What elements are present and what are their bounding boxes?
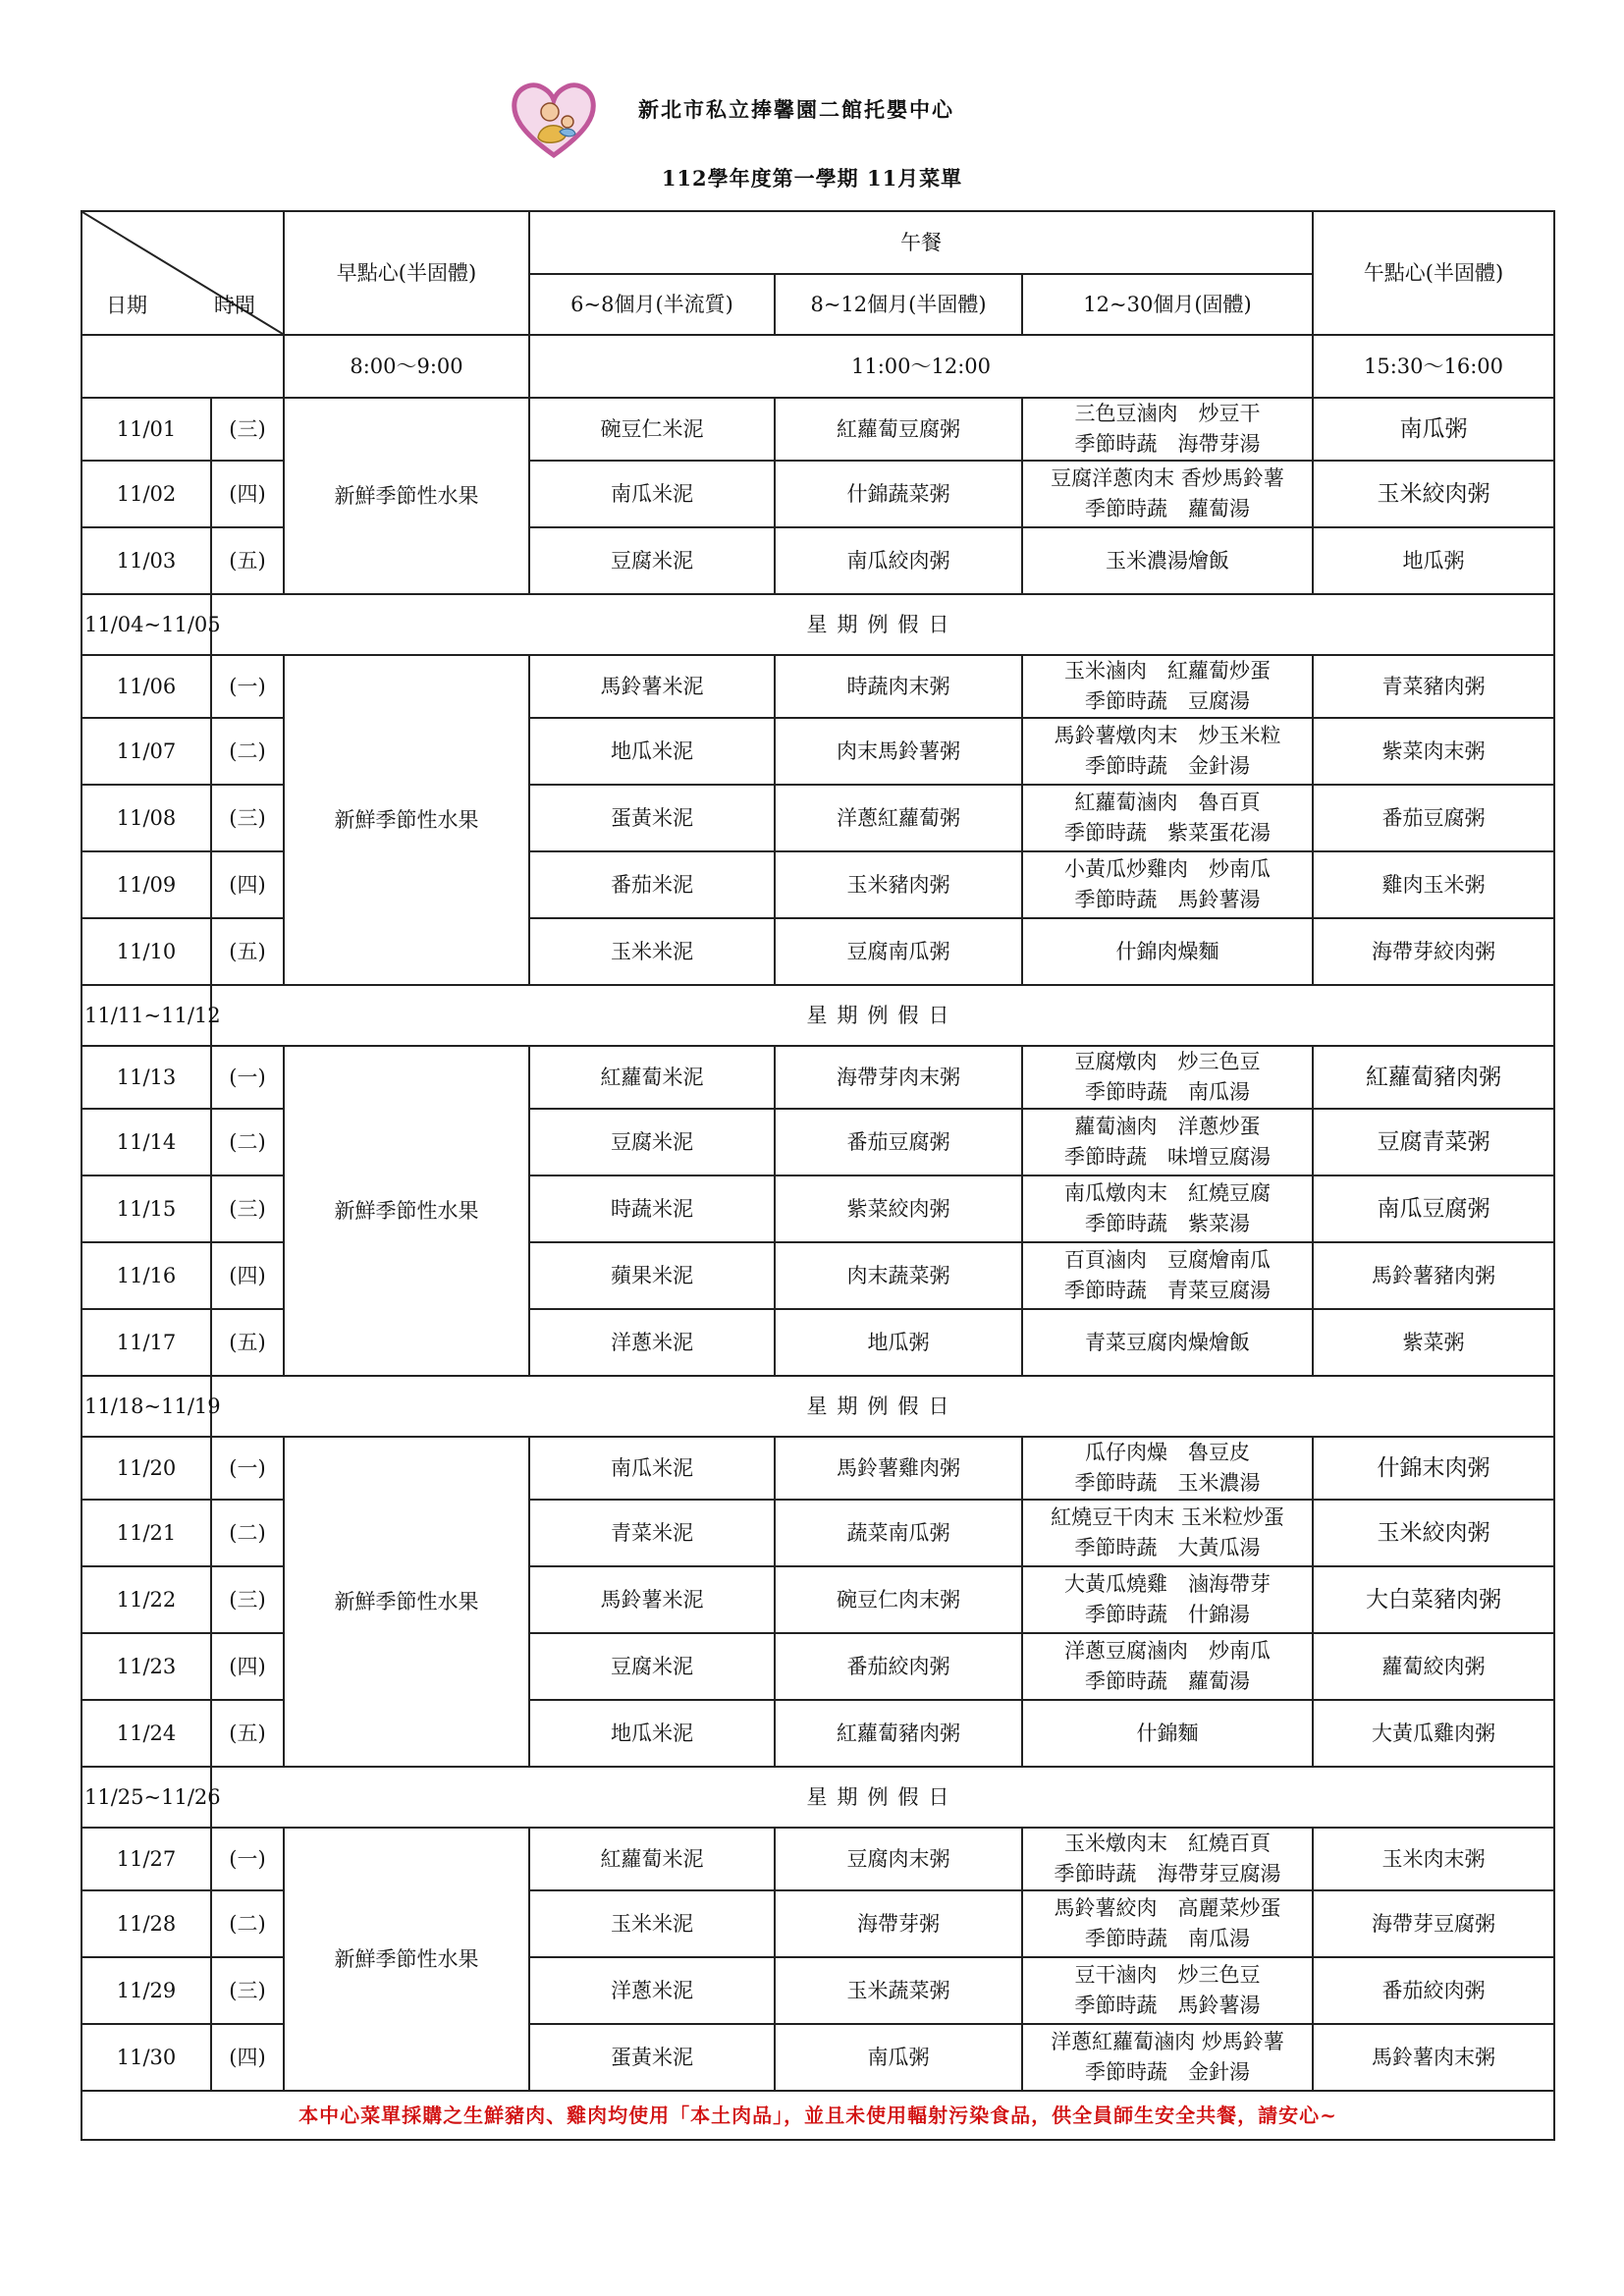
weekday-cell: (四) <box>211 461 284 527</box>
weekday-cell: (五) <box>211 1700 284 1767</box>
lunch-12-30-cell <box>1022 1109 1313 1175</box>
lunch-8-12-cell: 豆腐南瓜粥 <box>775 918 1022 985</box>
lunch-8-12-cell: 什錦蔬菜粥 <box>775 461 1022 527</box>
date-cell: 11/13 <box>81 1046 211 1109</box>
snack-cell: 大白菜豬肉粥 <box>1313 1566 1554 1633</box>
lunch-8-12-cell: 南瓜絞肉粥 <box>775 527 1022 594</box>
lunch-6-8-cell: 玉米米泥 <box>529 918 775 985</box>
lunch-12-30-cell <box>1022 461 1313 527</box>
snack-cell: 紫菜肉末粥 <box>1313 718 1554 785</box>
lunch-12-30-cell <box>1022 655 1313 718</box>
date-cell: 11/11~11/12 <box>81 985 211 1046</box>
holiday-row <box>81 1767 1554 1828</box>
snack-cell: 玉米絞肉粥 <box>1313 461 1554 527</box>
meal-line: 豆腐燉肉 炒三色豆 <box>1074 1050 1261 1073</box>
lunch-6-8-cell: 紅蘿蔔米泥 <box>529 1046 775 1109</box>
lunch-12-30-cell <box>1022 918 1313 985</box>
snack-cell: 紅蘿蔔豬肉粥 <box>1313 1046 1554 1109</box>
holiday-row <box>81 985 1554 1046</box>
lunch-8-12-cell: 肉末蔬菜粥 <box>775 1242 1022 1309</box>
date-cell: 11/03 <box>81 527 211 594</box>
weekday-cell: (二) <box>211 1109 284 1175</box>
corner-time-label: 時間 <box>214 294 255 317</box>
lunch-6-8-cell: 蛋黃米泥 <box>529 2024 775 2091</box>
date-cell: 11/25~11/26 <box>81 1767 211 1828</box>
lunch-6-8-cell: 洋蔥米泥 <box>529 1957 775 2024</box>
table-row <box>81 1437 1554 1500</box>
meal-line: 季節時蔬 蘿蔔湯 <box>1085 1669 1250 1693</box>
meal-line: 季節時蔬 青菜豆腐湯 <box>1064 1279 1271 1302</box>
lunch-12-30-cell <box>1022 1500 1313 1566</box>
meal-line: 玉米滷肉 紅蘿蔔炒蛋 <box>1064 659 1271 683</box>
snack-cell: 地瓜粥 <box>1313 527 1554 594</box>
meal-line: 季節時蔬 海帶芽豆腐湯 <box>1054 1862 1281 1886</box>
meal-line: 南瓜燉肉末 紅燒豆腐 <box>1064 1181 1271 1205</box>
lunch-8-12-cell: 碗豆仁肉末粥 <box>775 1566 1022 1633</box>
lunch-8-12-cell: 洋蔥紅蘿蔔粥 <box>775 785 1022 851</box>
meal-line: 什錦肉燥麵 <box>1115 939 1219 963</box>
snack-cell: 馬鈴薯肉末粥 <box>1313 2024 1554 2091</box>
meal-line: 豆干滷肉 炒三色豆 <box>1074 1963 1261 1987</box>
corner-header <box>81 211 284 335</box>
snack-cell: 蘿蔔絞肉粥 <box>1313 1633 1554 1700</box>
lunch-8-12-cell: 豆腐肉末粥 <box>775 1828 1022 1890</box>
lunch-12-30-cell <box>1022 398 1313 461</box>
weekday-cell: (四) <box>211 851 284 918</box>
weekday-cell: (五) <box>211 1309 284 1376</box>
date-cell: 11/08 <box>81 785 211 851</box>
lunch-time: 11:00～12:00 <box>529 335 1313 398</box>
snack-cell: 紫菜粥 <box>1313 1309 1554 1376</box>
weekday-cell: (四) <box>211 1242 284 1309</box>
meal-line: 季節時蔬 南瓜湯 <box>1085 1080 1250 1104</box>
date-cell: 11/20 <box>81 1437 211 1500</box>
lunch-6-8-cell: 馬鈴薯米泥 <box>529 1566 775 1633</box>
lunch-12-30-header: 12~30個月(固體) <box>1022 274 1313 335</box>
meal-line: 紅蘿蔔滷肉 魯百頁 <box>1074 791 1261 814</box>
meal-line: 季節時蔬 馬鈴薯湯 <box>1074 888 1261 911</box>
snack-cell: 青菜豬肉粥 <box>1313 655 1554 718</box>
weekday-cell: (三) <box>211 1957 284 2024</box>
lunch-12-30-cell <box>1022 527 1313 594</box>
weekday-cell: (五) <box>211 527 284 594</box>
menu-table <box>81 210 1555 2141</box>
weekday-cell: (二) <box>211 718 284 785</box>
meal-line: 季節時蔬 紫菜湯 <box>1085 1212 1250 1235</box>
corner-date-label: 日期 <box>106 294 147 317</box>
weekday-cell: (一) <box>211 1046 284 1109</box>
date-cell: 11/27 <box>81 1828 211 1890</box>
holiday-cell: 星期例假日 <box>211 1767 1554 1828</box>
weekday-cell: (五) <box>211 918 284 985</box>
weekday-cell: (四) <box>211 1633 284 1700</box>
table-row <box>81 655 1554 718</box>
lunch-6-8-cell: 南瓜米泥 <box>529 1437 775 1500</box>
lunch-8-12-cell: 地瓜粥 <box>775 1309 1022 1376</box>
meal-line: 季節時蔬 蘿蔔湯 <box>1085 497 1250 520</box>
date-cell: 11/10 <box>81 918 211 985</box>
lunch-6-8-cell: 地瓜米泥 <box>529 1700 775 1767</box>
weekday-cell: (一) <box>211 1828 284 1890</box>
date-cell: 11/15 <box>81 1175 211 1242</box>
notice-row <box>81 2091 1554 2140</box>
lunch-8-12-header: 8~12個月(半固體) <box>775 274 1022 335</box>
lunch-12-30-cell <box>1022 1437 1313 1500</box>
lunch-6-8-cell: 蛋黃米泥 <box>529 785 775 851</box>
meal-line: 青菜豆腐肉燥燴飯 <box>1085 1330 1250 1354</box>
snack-cell: 大黃瓜雞肉粥 <box>1313 1700 1554 1767</box>
date-cell: 11/01 <box>81 398 211 461</box>
lunch-8-12-cell: 海帶芽粥 <box>775 1890 1022 1957</box>
date-cell: 11/07 <box>81 718 211 785</box>
lunch-6-8-cell: 青菜米泥 <box>529 1500 775 1566</box>
breakfast-fruit-cell: 新鮮季節性水果 <box>284 1828 529 2091</box>
lunch-12-30-cell <box>1022 1309 1313 1376</box>
meal-line: 大黃瓜燒雞 滷海帶芽 <box>1064 1572 1271 1596</box>
table-row <box>81 1828 1554 1890</box>
meal-line: 洋蔥豆腐滷肉 炒南瓜 <box>1064 1639 1271 1663</box>
meal-line: 季節時蔬 金針湯 <box>1085 754 1250 778</box>
lunch-12-30-cell <box>1022 1828 1313 1890</box>
lunch-8-12-cell: 玉米豬肉粥 <box>775 851 1022 918</box>
lunch-header: 午餐 <box>529 211 1313 274</box>
breakfast-fruit-cell: 新鮮季節性水果 <box>284 1437 529 1767</box>
breakfast-time: 8:00～9:00 <box>284 335 529 398</box>
meal-line: 什錦麵 <box>1136 1721 1199 1745</box>
lunch-6-8-cell: 蘋果米泥 <box>529 1242 775 1309</box>
notice-text: 本中心菜單採購之生鮮豬肉、雞肉均使用「本土肉品」，並且未使用輻射污染食品，供全員師生安全共餐，請安心~ <box>81 2091 1554 2140</box>
snack-time: 15:30～16:00 <box>1313 335 1554 398</box>
table-row <box>81 398 1554 461</box>
lunch-8-12-cell: 肉末馬鈴薯粥 <box>775 718 1022 785</box>
weekday-cell: (四) <box>211 2024 284 2091</box>
meal-line: 洋蔥紅蘿蔔滷肉 炒馬鈴薯 <box>1051 2030 1284 2053</box>
lunch-6-8-cell: 豆腐米泥 <box>529 1109 775 1175</box>
date-cell: 11/21 <box>81 1500 211 1566</box>
lunch-6-8-cell: 洋蔥米泥 <box>529 1309 775 1376</box>
meal-line: 季節時蔬 金針湯 <box>1085 2060 1250 2084</box>
meal-line: 季節時蔬 什錦湯 <box>1085 1603 1250 1626</box>
date-cell: 11/28 <box>81 1890 211 1957</box>
lunch-6-8-cell: 豆腐米泥 <box>529 527 775 594</box>
lunch-12-30-cell <box>1022 1046 1313 1109</box>
meal-line: 玉米燉肉末 紅燒百頁 <box>1064 1831 1271 1855</box>
holiday-cell: 星期例假日 <box>211 985 1554 1046</box>
lunch-8-12-cell: 紅蘿蔔豆腐粥 <box>775 398 1022 461</box>
date-cell: 11/06 <box>81 655 211 718</box>
lunch-8-12-cell: 時蔬肉末粥 <box>775 655 1022 718</box>
lunch-8-12-cell: 紫菜絞肉粥 <box>775 1175 1022 1242</box>
weekday-cell: (三) <box>211 785 284 851</box>
date-cell: 11/18~11/19 <box>81 1376 211 1437</box>
lunch-6-8-cell: 玉米米泥 <box>529 1890 775 1957</box>
lunch-8-12-cell: 番茄絞肉粥 <box>775 1633 1022 1700</box>
meal-line: 季節時蔬 馬鈴薯湯 <box>1074 1994 1261 2017</box>
page-title: 112學年度第一學期 11月菜單 <box>661 166 963 191</box>
lunch-12-30-cell <box>1022 785 1313 851</box>
snack-cell: 番茄絞肉粥 <box>1313 1957 1554 2024</box>
lunch-8-12-cell: 玉米蔬菜粥 <box>775 1957 1022 2024</box>
lunch-6-8-cell: 南瓜米泥 <box>529 461 775 527</box>
lunch-6-8-cell: 地瓜米泥 <box>529 718 775 785</box>
meal-line: 季節時蔬 豆腐湯 <box>1085 689 1250 713</box>
meal-line: 季節時蔬 味增豆腐湯 <box>1064 1145 1271 1169</box>
snack-cell: 豆腐青菜粥 <box>1313 1109 1554 1175</box>
meal-line: 百頁滷肉 豆腐燴南瓜 <box>1064 1248 1271 1272</box>
date-cell: 11/24 <box>81 1700 211 1767</box>
lunch-6-8-cell: 紅蘿蔔米泥 <box>529 1828 775 1890</box>
holiday-row <box>81 1376 1554 1437</box>
lunch-6-8-cell: 豆腐米泥 <box>529 1633 775 1700</box>
snack-cell: 玉米肉末粥 <box>1313 1828 1554 1890</box>
meal-line: 瓜仔肉燥 魯豆皮 <box>1085 1441 1250 1464</box>
weekday-cell: (一) <box>211 655 284 718</box>
org-name: 新北市私立捧馨園二館托嬰中心 <box>638 97 954 122</box>
weekday-cell: (三) <box>211 1175 284 1242</box>
lunch-12-30-cell <box>1022 1633 1313 1700</box>
weekday-cell: (二) <box>211 1500 284 1566</box>
breakfast-fruit-cell: 新鮮季節性水果 <box>284 398 529 594</box>
date-cell: 11/23 <box>81 1633 211 1700</box>
snack-cell: 玉米絞肉粥 <box>1313 1500 1554 1566</box>
meal-line: 三色豆滷肉 炒豆干 <box>1074 402 1261 425</box>
holiday-cell: 星期例假日 <box>211 1376 1554 1437</box>
lunch-6-8-cell: 馬鈴薯米泥 <box>529 655 775 718</box>
snack-cell: 南瓜粥 <box>1313 398 1554 461</box>
snack-header: 午點心(半固體) <box>1313 211 1554 335</box>
meal-line: 季節時蔬 海帶芽湯 <box>1074 432 1261 456</box>
lunch-12-30-cell <box>1022 2024 1313 2091</box>
weekday-cell: (三) <box>211 398 284 461</box>
lunch-12-30-cell <box>1022 1242 1313 1309</box>
time-blank <box>81 335 284 398</box>
lunch-8-12-cell: 番茄豆腐粥 <box>775 1109 1022 1175</box>
table-row <box>81 1046 1554 1109</box>
lunch-12-30-cell <box>1022 1566 1313 1633</box>
heart-logo-icon <box>511 81 597 159</box>
lunch-8-12-cell: 南瓜粥 <box>775 2024 1022 2091</box>
date-cell: 11/14 <box>81 1109 211 1175</box>
date-cell: 11/17 <box>81 1309 211 1376</box>
meal-line: 豆腐洋蔥肉末 香炒馬鈴薯 <box>1051 466 1284 490</box>
snack-cell: 什錦末肉粥 <box>1313 1437 1554 1500</box>
meal-line: 季節時蔬 南瓜湯 <box>1085 1927 1250 1950</box>
meal-line: 蘿蔔滷肉 洋蔥炒蛋 <box>1074 1115 1261 1138</box>
breakfast-fruit-cell: 新鮮季節性水果 <box>284 655 529 985</box>
page-header <box>0 0 1624 206</box>
breakfast-fruit-cell: 新鮮季節性水果 <box>284 1046 529 1376</box>
date-cell: 11/16 <box>81 1242 211 1309</box>
lunch-12-30-cell <box>1022 851 1313 918</box>
meal-line: 季節時蔬 紫菜蛋花湯 <box>1064 821 1271 845</box>
date-cell: 11/30 <box>81 2024 211 2091</box>
lunch-6-8-cell: 時蔬米泥 <box>529 1175 775 1242</box>
date-cell: 11/04~11/05 <box>81 594 211 655</box>
holiday-row <box>81 594 1554 655</box>
meal-line: 季節時蔬 大黃瓜湯 <box>1074 1536 1261 1559</box>
lunch-12-30-cell <box>1022 1890 1313 1957</box>
meal-line: 玉米濃湯燴飯 <box>1106 548 1229 573</box>
snack-cell: 雞肉玉米粥 <box>1313 851 1554 918</box>
snack-cell: 海帶芽絞肉粥 <box>1313 918 1554 985</box>
date-cell: 11/09 <box>81 851 211 918</box>
holiday-cell: 星期例假日 <box>211 594 1554 655</box>
lunch-8-12-cell: 蔬菜南瓜粥 <box>775 1500 1022 1566</box>
meal-line: 季節時蔬 玉米濃湯 <box>1074 1471 1261 1495</box>
lunch-8-12-cell: 海帶芽肉末粥 <box>775 1046 1022 1109</box>
date-cell: 11/22 <box>81 1566 211 1633</box>
snack-cell: 南瓜豆腐粥 <box>1313 1175 1554 1242</box>
lunch-12-30-cell <box>1022 1700 1313 1767</box>
lunch-6-8-cell: 番茄米泥 <box>529 851 775 918</box>
meal-line: 紅燒豆干肉末 玉米粒炒蛋 <box>1051 1505 1284 1529</box>
lunch-12-30-cell <box>1022 1175 1313 1242</box>
date-cell: 11/29 <box>81 1957 211 2024</box>
lunch-6-8-header: 6~8個月(半流質) <box>529 274 775 335</box>
lunch-8-12-cell: 馬鈴薯雞肉粥 <box>775 1437 1022 1500</box>
weekday-cell: (二) <box>211 1890 284 1957</box>
lunch-12-30-cell <box>1022 1957 1313 2024</box>
weekday-cell: (三) <box>211 1566 284 1633</box>
lunch-8-12-cell: 紅蘿蔔豬肉粥 <box>775 1700 1022 1767</box>
snack-cell: 海帶芽豆腐粥 <box>1313 1890 1554 1957</box>
breakfast-header: 早點心(半固體) <box>284 211 529 335</box>
weekday-cell: (一) <box>211 1437 284 1500</box>
meal-line: 馬鈴薯燉肉末 炒玉米粒 <box>1054 724 1281 747</box>
lunch-6-8-cell: 碗豆仁米泥 <box>529 398 775 461</box>
snack-cell: 番茄豆腐粥 <box>1313 785 1554 851</box>
lunch-12-30-cell <box>1022 718 1313 785</box>
meal-line: 馬鈴薯絞肉 高麗菜炒蛋 <box>1054 1896 1281 1920</box>
date-cell: 11/02 <box>81 461 211 527</box>
snack-cell: 馬鈴薯豬肉粥 <box>1313 1242 1554 1309</box>
meal-line: 小黃瓜炒雞肉 炒南瓜 <box>1064 857 1271 881</box>
